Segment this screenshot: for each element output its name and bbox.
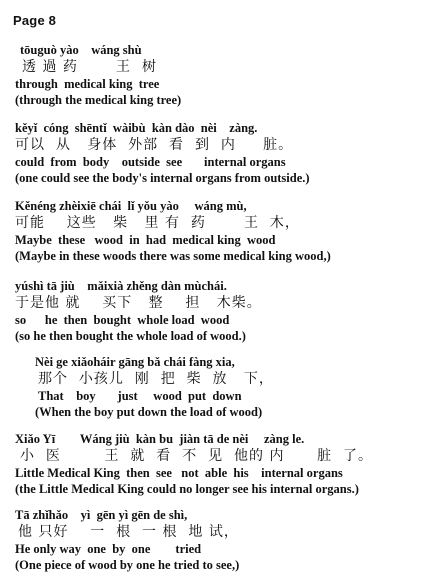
pinyin-line: Xiǎo Yī Wáng jiù kàn bu jiàn tā de nèi zàng le.	[15, 432, 305, 446]
gloss-line: so he then bought whole load wood	[15, 313, 230, 327]
pinyin-line: yúshì tā jiù mǎixià zhěng dàn mùchái.	[15, 279, 227, 293]
translation-line: (Maybe in these woods there was some medical king wood,)	[15, 249, 331, 263]
hanzi-line: 可能 这些 柴 里 有 药 王 木，	[15, 215, 300, 231]
stanza-5	[35, 356, 415, 420]
stanza-6	[15, 433, 420, 497]
pinyin-line: Tā zhǐhǎo yì gēn yì gēn de shì,	[15, 508, 188, 522]
hanzi-line: 那个 小孩儿 刚 把 柴 放 下，	[38, 371, 274, 387]
hanzi-line: 小 医 王 就 看 不 见 他的 内 脏 了。	[20, 448, 374, 464]
pinyin-line: Kěnéng zhèixiē chái lǐ yǒu yào wáng mù,	[15, 199, 247, 213]
stanza-3	[15, 200, 415, 264]
gloss-line: Little Medical King then see not able his internal organs	[15, 466, 343, 480]
pinyin-line: kěyǐ cóng shēntǐ wàibù kàn dào nèi zàng.	[15, 121, 258, 135]
gloss-line: He only way one by one tried	[15, 542, 202, 556]
hanzi-line: 他 只好 一 根 一 根 地 试，	[18, 524, 239, 540]
translation-line: (the Little Medical King could no longer see his internal organs.)	[15, 482, 359, 496]
translation-line: (one could see the body's internal organs from outside.)	[15, 171, 310, 185]
hanzi-line: 透 過 药 王 树	[22, 59, 157, 75]
gloss-line: could from body outside see internal organs	[15, 155, 286, 169]
stanza-1	[15, 44, 415, 108]
pinyin-line: Nèi ge xiǎoháir gāng bǎ chái fàng xia,	[35, 355, 235, 369]
stanza-4	[15, 280, 415, 344]
translation-line: (When the boy put down the load of wood)	[35, 405, 263, 419]
gloss-line: That boy just wood put down	[38, 389, 242, 403]
page-number: Page 8	[13, 13, 57, 28]
translation-line: (One piece of wood by one he tried to see,)	[15, 558, 240, 572]
translation-line: (through the medical king tree)	[15, 93, 182, 107]
gloss-line: Maybe these wood in had medical king wood	[15, 233, 276, 247]
hanzi-line: 可以 从 身体 外部 看 到 内 脏。	[15, 137, 294, 153]
gloss-line: through medical king tree	[15, 77, 160, 91]
stanza-7	[15, 509, 415, 573]
translation-line: (so he then bought the whole load of wood.)	[15, 329, 246, 343]
hanzi-line: 于是他 就 买下 整 担 木柴。	[15, 295, 262, 311]
pinyin-line: tōuguò yào wáng shù	[20, 43, 142, 57]
stanza-2	[15, 122, 415, 186]
